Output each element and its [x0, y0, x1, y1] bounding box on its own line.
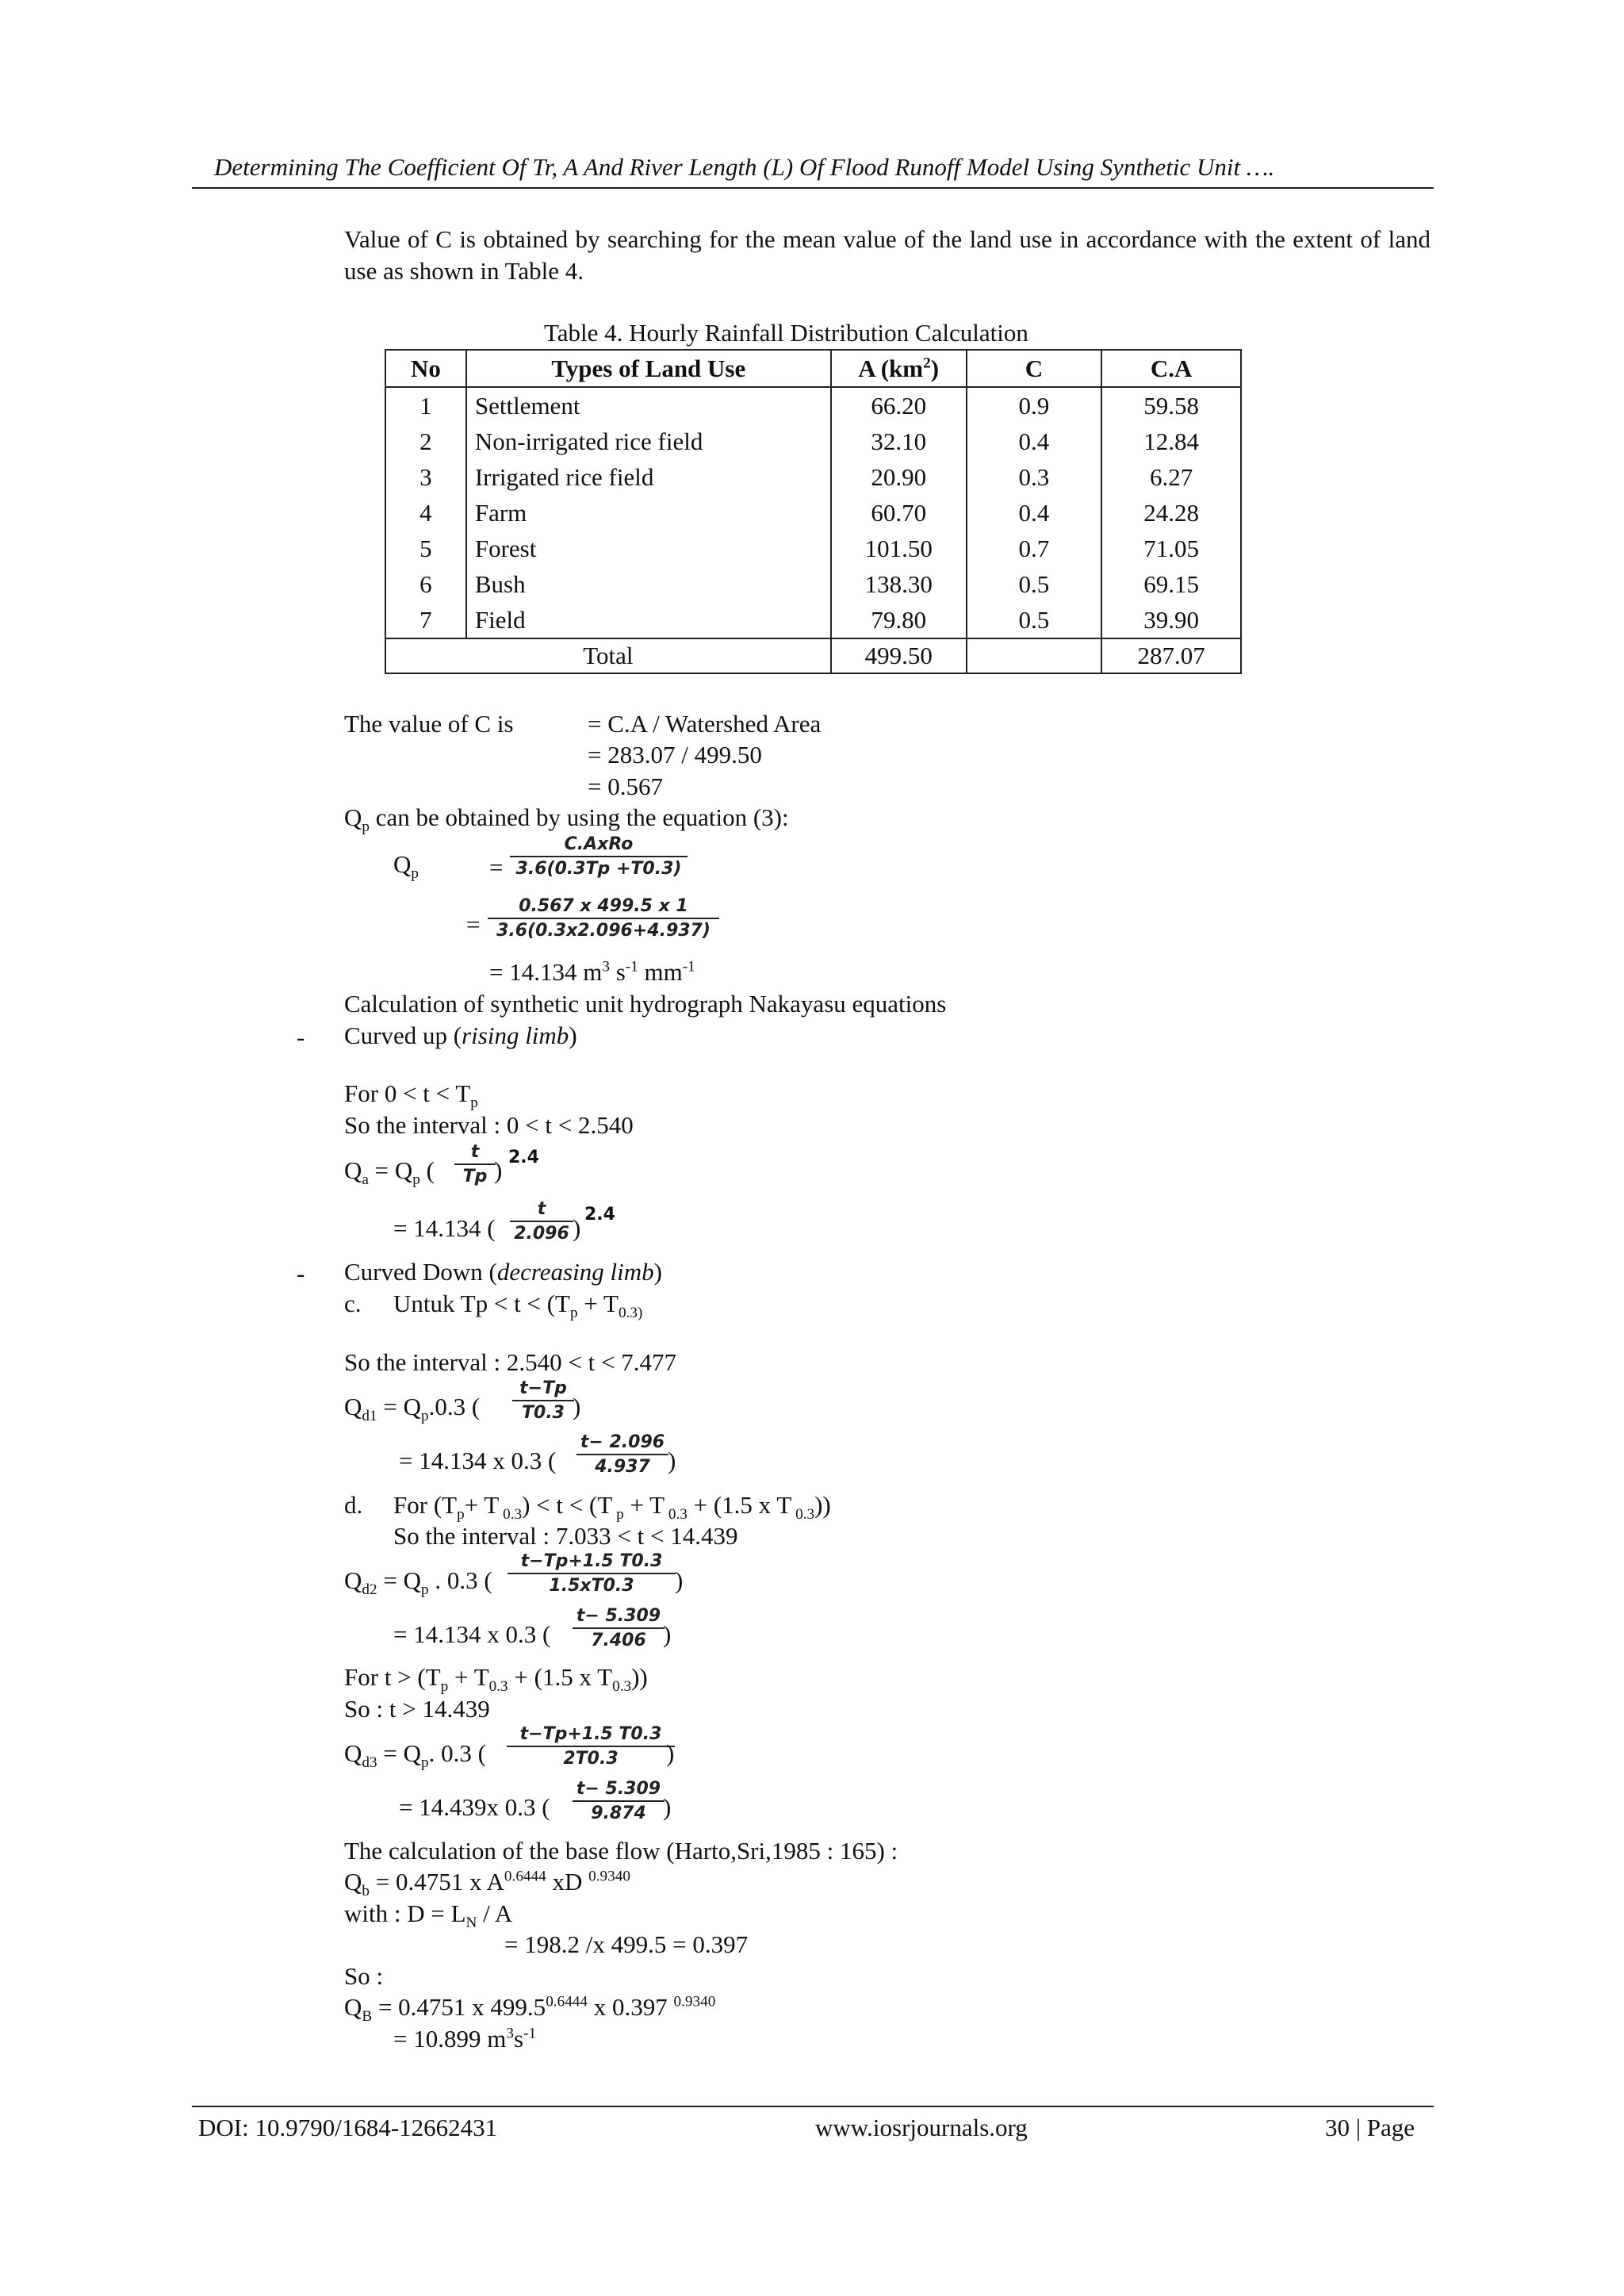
close-paren: ) — [668, 1447, 676, 1474]
interval-2: So the interval : 7.033 < t < 14.439 — [393, 1522, 738, 1550]
qd1-fraction: t−Tp T0.3 — [512, 1378, 574, 1423]
c-value-line3: = 0.567 — [588, 772, 663, 800]
col-header-area: A $(km^2)$ — [831, 350, 967, 387]
table-row: 6 Bush 138.30 0.5 69.15 — [385, 566, 1241, 602]
table-row: 5 Forest 101.50 0.7 71.05 — [385, 531, 1241, 566]
footer-page-number: 30 | Page — [1325, 2114, 1415, 2141]
qd3-fraction: t−Tp+1.5 T0.3 2T0.3 — [507, 1724, 675, 1769]
table-row: 7 Field 79.80 0.5 39.90 — [385, 602, 1241, 638]
qp-substituted-fraction: 0.567 x 499.5 x 1 3.6(0.3x2.096+4.937) — [488, 896, 719, 941]
item-d-marker: d. — [344, 1491, 363, 1519]
qd1-equation: $Q_{d1} = Q_p.0.3$ ( — [344, 1393, 481, 1425]
drainage-density-def: with : $D = L_N / A$ — [344, 1899, 513, 1932]
qp-result: = 14.134 $m^3$ $s^{-1}$ $mm^{-1}$ — [489, 958, 695, 986]
item-d-condition: For ($T_p+ T$ $_{0.3}$) < t < (T $_p$ + T $_{0.3}$ + (1.5 x T $_{0.3}$)) — [393, 1491, 831, 1524]
qp-formula-fraction: C.AxRo 3.6(0.3Tp +T0.3) — [510, 834, 688, 879]
qd2-equation: $Q_{d2} = Q_p$ . 0.3 ( — [344, 1566, 492, 1599]
qd2-substituted-fraction: t− 5.309 7.406 — [573, 1606, 665, 1650]
qd1-substituted: = 14.134 x 0.3 ( — [399, 1447, 557, 1474]
equals-sign: = — [489, 853, 504, 881]
land-use-table — [385, 349, 1242, 674]
close-paren: ) — [666, 1739, 675, 1767]
interval-1: So the interval : 2.540 < t < 7.477 — [344, 1348, 676, 1376]
footer-rule — [192, 2106, 1434, 2107]
item-c-condition: Untuk $Tp < t < (T_p + T_{0.3)}$ — [393, 1290, 643, 1322]
footer-website: www.iosrjournals.org — [815, 2114, 1028, 2141]
close-paren: ) — [675, 1566, 684, 1594]
rising-limb-label: Curved up (rising limb) — [344, 1022, 577, 1049]
rising-condition: For $0 < t < T_p$ — [344, 1079, 478, 1112]
qd2-fraction: t−Tp+1.5 T0.3 1.5xT0.3 — [508, 1551, 676, 1596]
header-rule — [192, 187, 1434, 189]
equals-sign: = — [466, 910, 481, 938]
qd1-substituted-fraction: t− 2.096 4.937 — [576, 1432, 668, 1477]
c-value-line2: = 283.07 / 499.50 — [588, 741, 762, 769]
close-paren: ) — [663, 1793, 672, 1821]
table-header-row — [385, 350, 1241, 387]
so-label: So : — [344, 1962, 384, 1990]
drainage-density-value: = 198.2 /x 499.5 = 0.397 — [504, 1930, 749, 1958]
table-total-row: Total 499.50 287.07 — [385, 638, 1241, 673]
baseflow-intro: The calculation of the base flow (Harto,Sri,1985 : 165) : — [344, 1837, 898, 1865]
col-header-ca: C.A — [1101, 350, 1241, 387]
qb-substituted: $Q_B = 0.4751$ x $499.5^{0.6444}$ x 0.397 $^{0.9340}$ — [344, 1993, 716, 2026]
close-paren: ) — [573, 1393, 581, 1420]
bullet-dash: - — [297, 1023, 305, 1051]
item-c-marker: c. — [344, 1290, 362, 1317]
c-value-line1: = C.A / Watershed Area — [588, 710, 822, 738]
qd2-substituted: = 14.134 x 0.3 ( — [393, 1620, 551, 1648]
running-header: Determining The Coefficient Of Tr, A And River Length (L) Of Flood Runoff Model Using Synthetic Unit …. — [214, 153, 1275, 181]
intro-paragraph: Value of C is obtained by searching for the mean value of the land use in accordance with the extent of land use as shown in Table 4. — [344, 225, 1431, 285]
qa-exponent: 2.4 — [584, 1205, 615, 1225]
table-row: 1 Settlement 66.20 0.9 59.58 — [385, 387, 1241, 424]
table-caption: Table 4. Hourly Rainfall Distribution Calculation — [544, 319, 1028, 347]
table-row: 3 Irrigated rice field 20.90 0.3 6.27 — [385, 459, 1241, 495]
qa-exponent: 2.4 — [508, 1148, 539, 1167]
qd3-substituted: = 14.439x 0.3 ( — [399, 1793, 550, 1821]
qp-intro: $Q_p$ can be obtained by using the equation (3): — [344, 803, 789, 836]
qd3-substituted-fraction: t− 5.309 9.874 — [573, 1779, 665, 1823]
col-header-type: Types of Land Use — [466, 350, 831, 387]
close-paren: ) — [573, 1214, 581, 1242]
table-row: 4 Farm 60.70 0.4 24.28 — [385, 495, 1241, 531]
qa-equation: $Q_a = Q_p$ ( — [344, 1156, 435, 1189]
col-header-no: No — [385, 350, 466, 387]
qb-equation: $Q_b = 0.4751$ x $A^{0.6444}$ xD $^{0.9340}$ — [344, 1868, 630, 1900]
table-row: 2 Non-irrigated rice field 32.10 0.4 12.84 — [385, 424, 1241, 459]
interval-3: So : t > 14.439 — [344, 1695, 490, 1723]
rising-interval: So the interval : 0 < t < 2.540 — [344, 1111, 634, 1139]
qa-fraction: t Tp — [454, 1142, 496, 1186]
bullet-dash: - — [297, 1259, 305, 1287]
close-paren: ) — [494, 1156, 503, 1184]
qb-result: = 10.899 $m^3s^{-1}$ — [393, 2025, 537, 2053]
footer-doi: DOI: 10.9790/1684-12662431 — [198, 2114, 498, 2141]
col-header-c: C — [967, 350, 1102, 387]
decreasing-limb-label: Curved Down (decreasing limb) — [344, 1258, 662, 1286]
qp-symbol: $Q_p$ — [393, 850, 419, 883]
condition-3: For $t > (T_p + T_{0.3} + (1.5$ x $T_{0.3}$)) — [344, 1663, 648, 1696]
calc-title: Calculation of synthetic unit hydrograph Nakayasu equations — [344, 990, 947, 1018]
qd3-equation: $Q_{d3} = Q_p$. 0.3 ( — [344, 1739, 486, 1772]
close-paren: ) — [663, 1620, 672, 1648]
qa-substituted-fraction: t 2.096 — [510, 1199, 573, 1244]
qa-substituted: = 14.134 ( — [393, 1214, 496, 1242]
c-value-label: The value of C is — [344, 710, 514, 738]
